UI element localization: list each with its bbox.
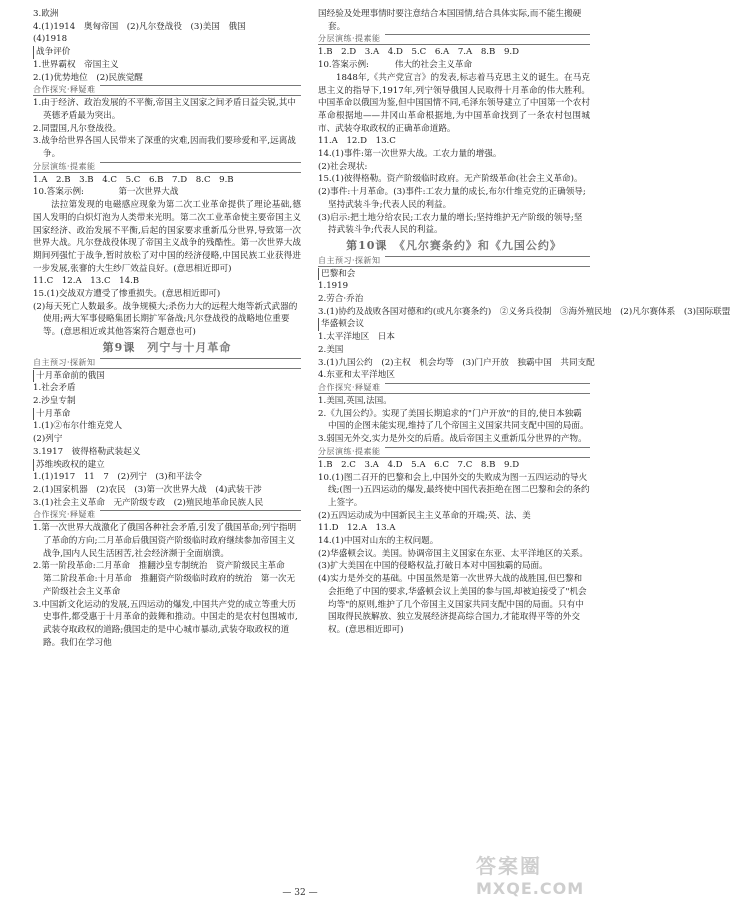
section-tag-label: 分层演练·提素能 — [318, 447, 385, 456]
subsection-heading — [318, 268, 590, 281]
answer-line: 2.《九国公约》。实现了美国长期追求的"门户开放"的目的,使日本独霸中国的企图未能实现,维持了几个帝国主义国家共同支配中国的局面。 — [318, 408, 589, 432]
answer-line: 15.(1)交战双方遭受了惨重损失。(意思相近即可) — [33, 289, 221, 300]
answer-line: 10.答案示例: 伟大的社会主义革命 — [318, 60, 473, 71]
watermark-url: MXQE.COM — [476, 879, 585, 898]
lesson-title — [33, 342, 301, 355]
answer-line: 2.第一阶段革命:二月革命 推翻沙皇专制统治 资产阶级民主革命 第二阶段革命:十月革命 推翻资产阶级临时政府的统治 第一次无产阶级社会主义革命 — [33, 561, 296, 597]
answer-line: 11.C 12.A 13.C 14.B — [33, 276, 140, 287]
answer-line: 3.(1)九国公约 (2)主权 机会均等 (3)门户开放 独霸中国 共同支配 — [318, 357, 595, 368]
answer-line: 2.美国 — [318, 344, 344, 355]
answer-line: 3.战争给世界各国人民带来了深重的灾难,因而我们要珍爱和平,远离战争。 — [33, 136, 296, 160]
answer-line: 1.世界霸权 帝国主义 — [33, 59, 119, 70]
answer-paragraph: 1848年,《共产党宣言》的发表,标志着马克思主义的诞生。在马克思主义的指导下,1917年,列宁领导俄国人民取得十月革命的伟大胜利。中国革命以俄国为鉴,但中国国情不同,毛泽东领导建立了中国第一个农村革命根据地——井冈山革命根据地,为中国革命找到了一条农村包围城市、武装夺取政权的正确革命道路。 — [318, 72, 590, 134]
answer-line: 1.美国,英国,法国。 — [318, 395, 392, 406]
answer-line: 10.(1)图二召开的巴黎和会上,中国外交的失败成为图一五四运动的导火线;(图一)五四运动的爆发,最终使中国代表拒绝在图二巴黎和会的条约上签字。 — [318, 472, 590, 508]
answer-line: 1.社会矛盾 — [33, 383, 76, 394]
section-tag-label: 合作探究·释疑难 — [33, 510, 100, 519]
answer-paragraph: 法拉第发现的电磁感应现象为第二次工业革命提供了理论基础,德国人发明的白炽灯泡为人类带来光明。第二次工业革命使主要帝国主义国家经济、政治发展不平衡,后起的国家要求重新瓜分世界,导致第一次世界大战。凡尔登战役体现了帝国主义战争的残酷性。第一次世界大战期间列强忙于战争,暂时放松了对中国的经济侵略,中国民族工业获得进一步发展,张謇的大生纱厂效益良好。(意思相近即可) — [33, 200, 301, 274]
subsection-label: 华盛顿会议 — [318, 318, 364, 331]
answer-line: (3)扩大美国在中国的侵略权益,打破日本对中国独霸的局面。 — [318, 561, 548, 572]
section-tag — [33, 357, 301, 370]
answer-line: 14.(1)事件:第一次世界大战。工农力量的增强。 — [318, 149, 502, 160]
answer-line: 1.由于经济、政治发展的不平衡,帝国主义国家之间矛盾日益尖锐,其中英德矛盾最为突出。 — [33, 98, 296, 121]
subsection-heading — [33, 46, 301, 59]
answer-line: (2)列宁 — [33, 434, 63, 445]
subsection-label: 战争评价 — [33, 46, 70, 59]
answer-line: 4.(1)1914 奥匈帝国 (2)凡尔登战役 (3)美国 俄国 — [33, 21, 246, 32]
answer-line: 3.1917 彼得格勒武装起义 — [33, 446, 141, 457]
answer-line: 14.(1)中国对山东的主权问题。 — [318, 536, 439, 547]
answer-line: (3)启示:把土地分给农民;工农力量的增长;坚持维护无产阶级的领导;坚持武装斗争;代表人民的利益。 — [318, 212, 583, 236]
subsection-heading — [33, 408, 301, 421]
answer-line: 1.B 2.C 3.A 4.D 5.A 6.C 7.C 8.B 9.D — [318, 459, 520, 470]
section-tag-label: 分层演练·提素能 — [33, 162, 100, 171]
subsection-label: 苏维埃政权的建立 — [33, 459, 105, 472]
subsection-label: 巴黎和会 — [318, 268, 355, 281]
section-tag — [318, 255, 590, 268]
answer-line: 3.弱国无外交,实力是外交的后盾。战后帝国主义重新瓜分世界的产物。 — [318, 434, 587, 445]
answer-line: 2.劳合·乔治 — [318, 294, 364, 305]
answer-line: (2)华盛顿会议。美国。协调帝国主义国家在东亚、太平洋地区的关系。 — [318, 548, 588, 559]
answer-line: (4)实力是外交的基础。中国虽然是第一次世界大战的战胜国,但巴黎和会拒绝了中国的要求,华盛顿会议上美国的参与国,却被迫接受了"机会均等"的原则,维护了几个帝国主义国家共同支配中国的局面。只有中国取得民族解放、独立发展经济提高综合国力,才能取得平等的外交权。(意思相近即可) — [318, 574, 587, 635]
answer-line: 4.东亚和太平洋地区 — [318, 370, 395, 381]
watermark — [476, 850, 594, 902]
section-tag-label: 自主预习·探新知 — [33, 358, 100, 367]
answer-line: 1.A 2.B 3.B 4.C 5.C 6.B 7.D 8.C 9.B — [33, 174, 234, 185]
answer-line: 2.同盟国,凡尔登战役。 — [33, 123, 122, 134]
answer-line: 3.(1)协约及战败各国对德和约(或凡尔赛条约) ②义务兵役制 ③海外殖民地 (2)凡尔赛体系 (3)国际联盟 — [318, 306, 730, 317]
section-tag — [318, 33, 590, 46]
answer-line: 国经验及处理事情时要注意结合本国国情,结合具体实际,而不能生搬硬套。 — [318, 9, 582, 32]
lesson-number: 第10课 — [346, 238, 388, 252]
answer-line: 3.欧洲 — [33, 9, 59, 19]
subsection-heading — [33, 370, 301, 383]
answer-line: 2.(1)国家机器 (2)农民 (3)第一次世界大战 (4)武装干涉 — [33, 484, 262, 495]
section-tag-label: 自主预习·探新知 — [318, 256, 385, 265]
answer-line: (2)社会现状: — [318, 161, 368, 172]
lesson-name: 列宁与十月革命 — [147, 340, 232, 354]
section-tag-label: 合作探究·释疑难 — [318, 383, 385, 392]
answer-line: 2.(1)优势地位 (2)民族觉醒 — [33, 72, 143, 83]
lesson-name: 《凡尔赛条约》和《九国公约》 — [399, 238, 562, 252]
left-column — [33, 8, 301, 649]
section-tag — [33, 84, 301, 97]
answer-line: 10.答案示例: 第一次世界大战 — [33, 187, 179, 198]
answer-line: 3.中国新文化运动的发展,五四运动的爆发,中国共产党的成立等重大历史事件,都受惠于十月革命的鼓舞和推动。中国走的是农村包围城市,武装夺取政权的道路;俄国走的是中心城市暴动,武装夺取政权的道路。我们在学习他 — [33, 599, 298, 648]
answer-line: 11.A 12.D 13.C — [318, 136, 396, 147]
subsection-heading — [33, 459, 301, 472]
answer-line: 1.第一次世界大战激化了俄国各种社会矛盾,引发了俄国革命;列宁指明了革命的方向;二月革命后俄国资产阶级临时政府继续参加帝国主义战争,国内人民生活困苦,社会经济濒于全面崩溃。 — [33, 523, 297, 559]
section-tag — [318, 382, 590, 395]
answer-line: (2)事件:十月革命。(3)事件:工农力量的成长,布尔什维克党的正确领导;坚持武装斗争;代表人民的利益。 — [318, 187, 586, 210]
answer-line: 1.1919 — [318, 281, 349, 292]
answer-line: 11.D 12.A 13.A — [318, 523, 396, 534]
lesson-number: 第9课 — [102, 340, 136, 354]
subsection-heading — [318, 318, 590, 331]
answer-line: (2)五四运动成为中国新民主主义革命的开端;英、法、美 — [318, 510, 531, 521]
answer-line: 1.(1)②布尔什维克党人 — [33, 421, 123, 432]
answer-line: 1.B 2.D 3.A 4.D 5.C 6.A 7.A 8.B 9.D — [318, 47, 520, 58]
right-column — [318, 8, 730, 637]
answer-line: 3.(1)社会主义革命 无产阶级专政 (2)殖民地革命民族人民 — [33, 497, 264, 508]
lesson-title — [318, 240, 590, 253]
answer-line: 1.(1)1917 11 7 (2)列宁 (3)和平法令 — [33, 472, 202, 483]
answer-line: 2.沙皇专制 — [33, 395, 76, 406]
page-number: — 32 — — [282, 888, 318, 898]
section-tag-label: 分层演练·提素能 — [318, 34, 385, 43]
section-tag — [33, 161, 301, 174]
subsection-label: 十月革命 — [33, 408, 70, 421]
answer-line: 1.太平洋地区 日本 — [318, 332, 395, 343]
answer-line: 15.(1)彼得格勒。资产阶级临时政府。无产阶级革命(社会主义革命)。 — [318, 174, 583, 185]
subsection-label: 十月革命前的俄国 — [33, 370, 105, 383]
answer-line: (2)每天死亡人数最多。战争规模大;杀伤力大的远程大炮等新式武器的使用;两大军事侵略集团长期扩军备战;凡尔登战役的战略地位重要等。(意思相近或其他答案符合题意也可) — [33, 301, 298, 338]
section-tag — [33, 509, 301, 522]
section-tag — [318, 446, 590, 459]
section-tag-label: 合作探究·释疑难 — [33, 85, 100, 94]
watermark-title: 答案圈 — [476, 854, 542, 878]
answer-line: (4)1918 — [33, 34, 68, 45]
